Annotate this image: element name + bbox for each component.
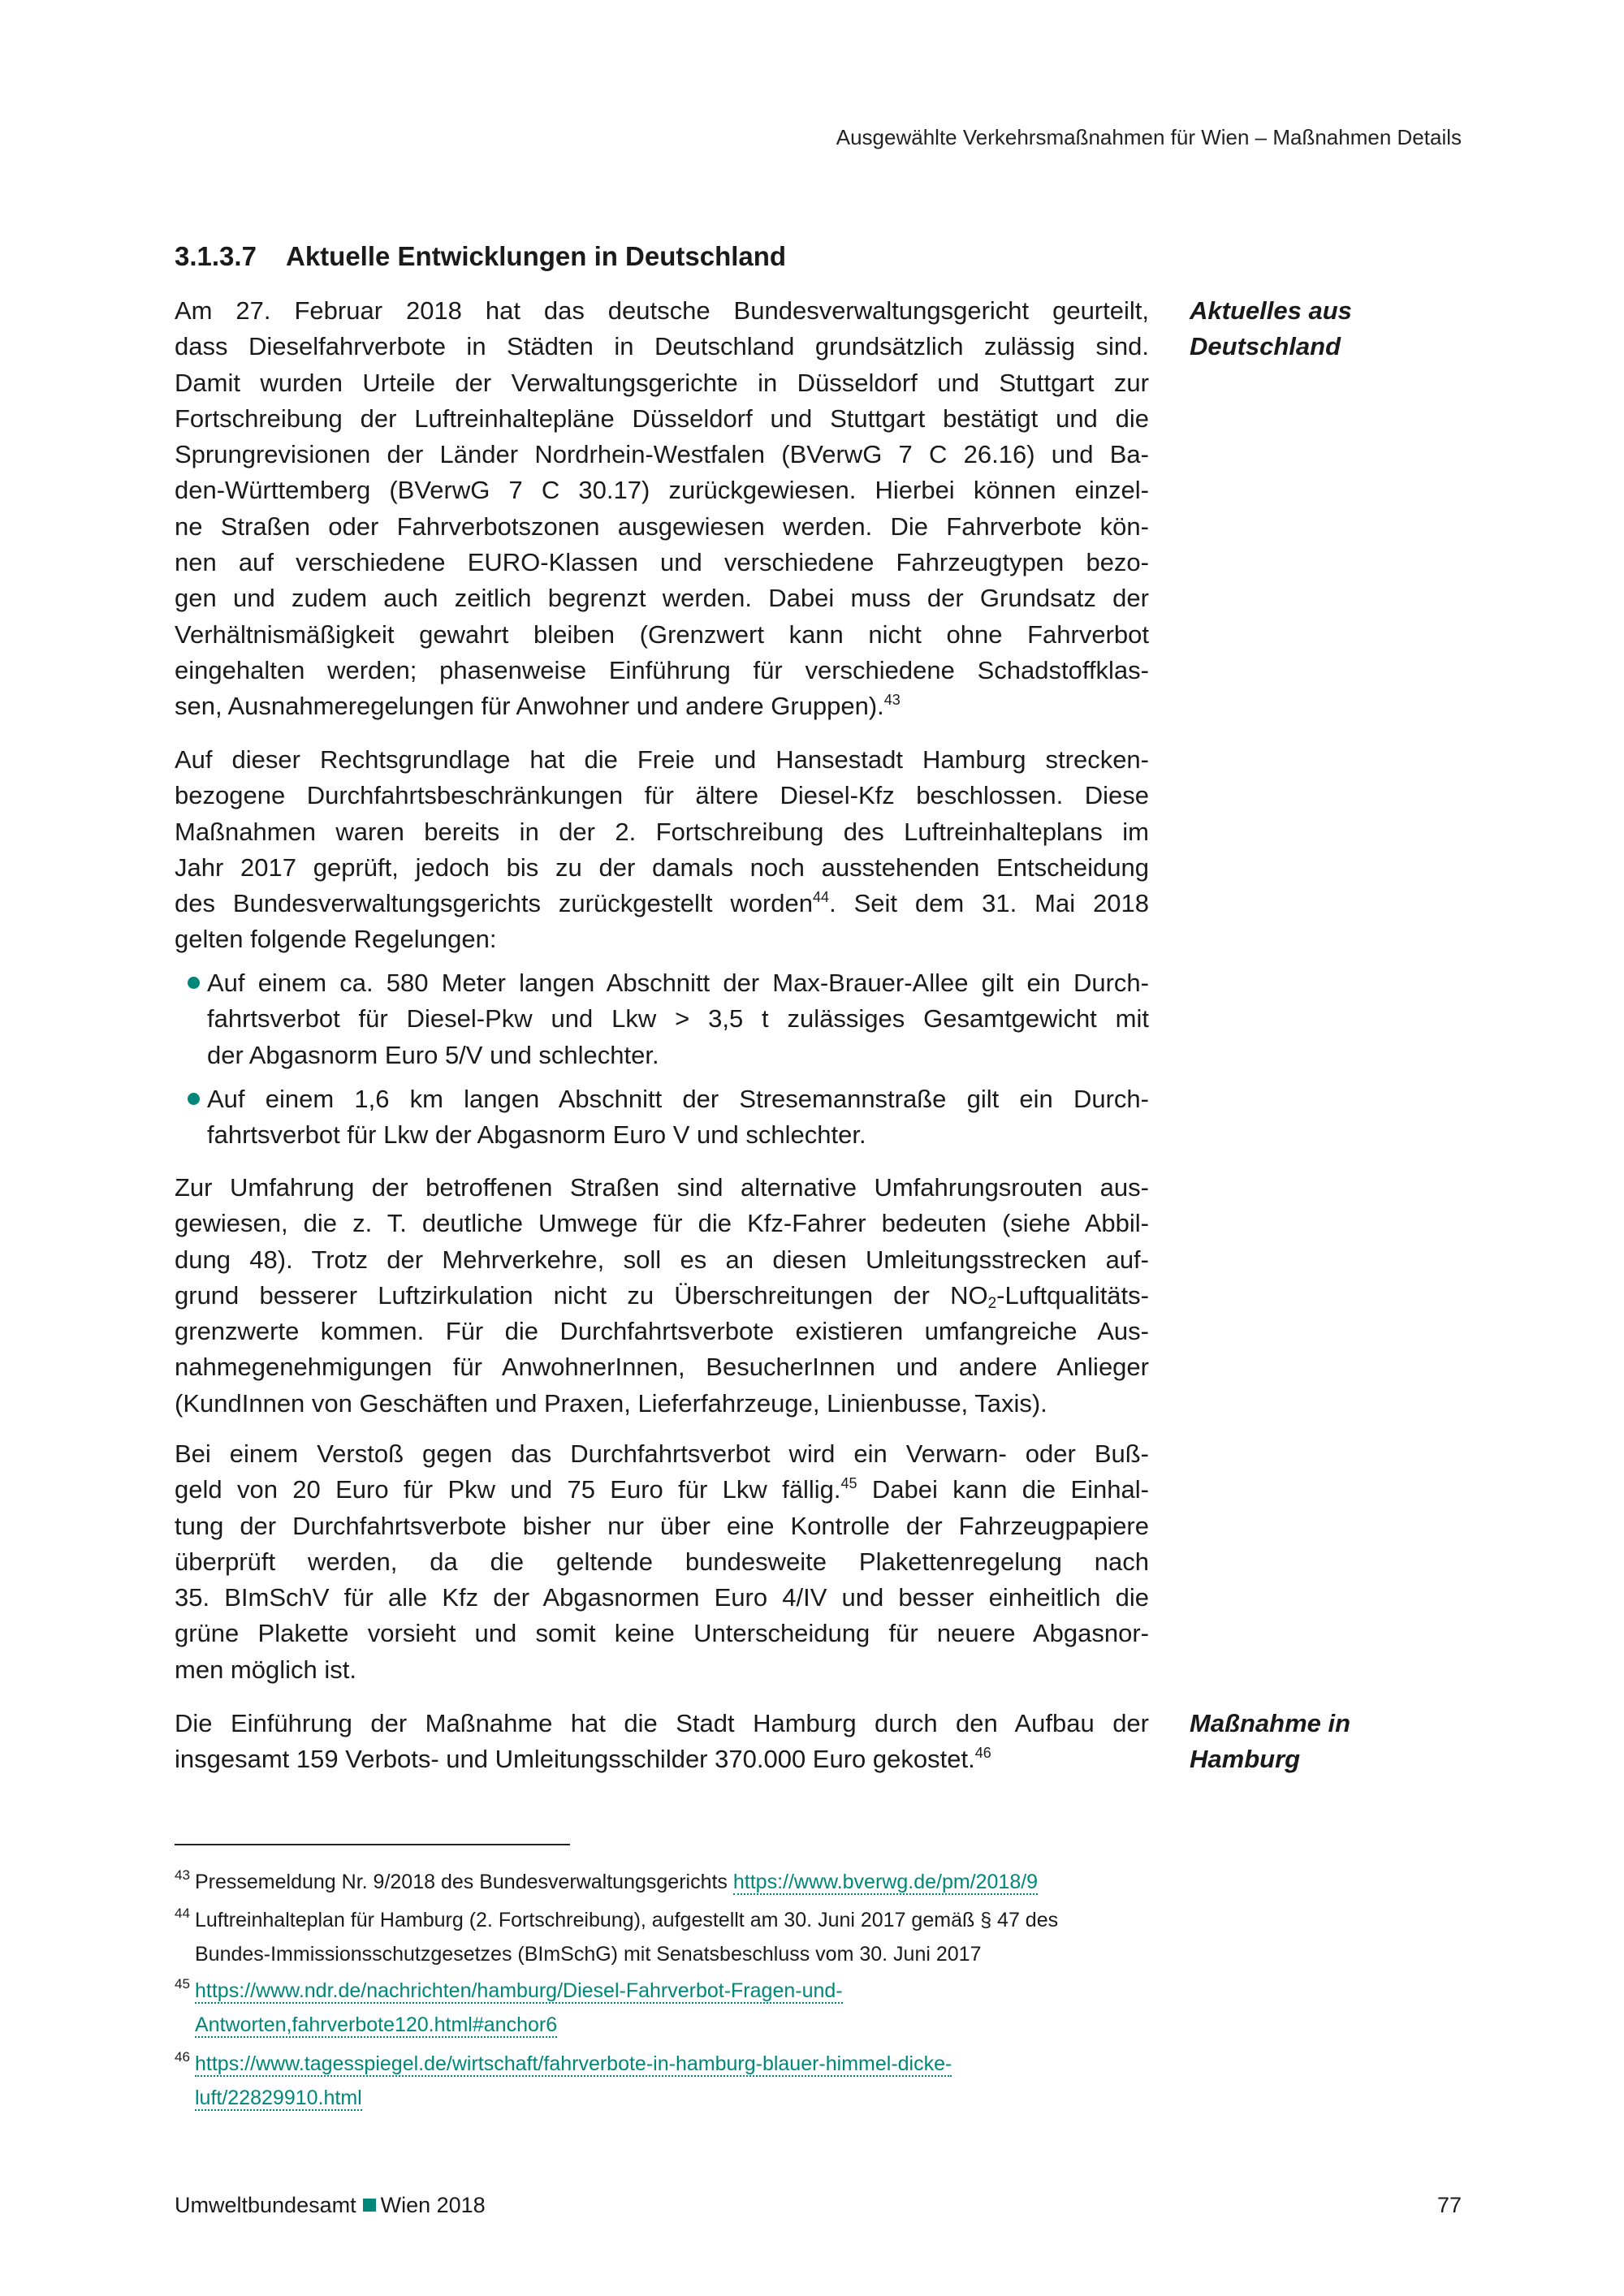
text-line (175, 1616, 1149, 1651)
bullet-dot-icon (188, 977, 200, 989)
running-header: Ausgewählte Verkehrsmaßnahmen für Wien – Maßnahmen Details (836, 125, 1462, 149)
text-segment: fahrtsverbot für Diesel-Pkw und Lkw > 3,5 t zulässiges Gesamtgewicht mit (207, 1004, 1149, 1034)
text-segment: überprüft werden, da die geltende bundesweite Plakettenregelung nach (175, 1547, 1149, 1576)
text-segment: Die Einführung der Maßnahme hat die Stadt Hamburg durch den Aufbau der (175, 1709, 1149, 1737)
paragraph-4 (175, 1436, 1149, 1688)
footer-edition: Wien 2018 (380, 2193, 486, 2217)
margin-note-line: Maßnahme in (1190, 1709, 1351, 1737)
text-line (207, 1001, 1149, 1037)
text-segment: dung 48). Trotz der Mehrverkehre, soll es an diesen Umleitungsstrecken auf- (175, 1245, 1149, 1274)
text-line (175, 473, 1149, 508)
text-line (175, 365, 1149, 401)
bullet-dot-icon (188, 1093, 200, 1105)
bullet-item-stresemannstrasse (188, 1081, 1149, 1154)
text-segment: grüne Plakette vorsieht und somit keine Unterscheidung für neuere Abgasnor- (175, 1619, 1149, 1648)
text-segment: Auf dieser Rechtsgrundlage hat die Freie und Hansestadt Hamburg strecken- (175, 745, 1149, 774)
text-segment: gewiesen, die z. T. deutliche Umwege für die Kfz-Fahrer bedeuten (siehe Abbil- (175, 1209, 1149, 1238)
text-line (175, 1278, 1149, 1314)
text-line (175, 1349, 1149, 1385)
text-segment: Auf einem 1,6 km langen Abschnitt der Stresemannstraße gilt ein Durch- (207, 1085, 1149, 1113)
text-line (175, 1242, 1149, 1278)
text-line (175, 1436, 1149, 1472)
text-segment: insgesamt 159 Verbots- und Umleitungsschilder 370.000 Euro gekostet. (175, 1745, 975, 1774)
footnote-number: 44 (175, 1905, 190, 1921)
text-segment: grund besserer Luftzirkulation nicht zu Überschreitungen der NO (175, 1280, 988, 1310)
text-segment: geld von 20 Euro für Pkw und 75 Euro für Lkw fällig. (175, 1475, 841, 1504)
text-segment: Dabei kann die Einhal- (857, 1475, 1149, 1504)
footnote-text: Pressemeldung Nr. 9/2018 des Bundesverwaltungsgerichts (195, 1871, 733, 1893)
text-line (175, 921, 1149, 957)
footnote-reference: 43 (883, 692, 901, 709)
text-segment: (KundInnen von Geschäften und Praxen, Lieferfahrzeuge, Linienbusse, Taxis). (175, 1388, 1047, 1418)
text-segment: Verhältnismäßigkeit gewahrt bleiben (Grenzwert kann nicht ohne Fahrverbot (175, 619, 1149, 649)
text-line (175, 1652, 1149, 1688)
bullet-text (207, 1081, 1149, 1154)
text-segment: tung der Durchfahrtsverbote bisher nur über eine Kontrolle der Fahrzeugpapiere (175, 1511, 1149, 1540)
footnote-text: Luftreinhalteplan für Hamburg (2. Fortschreibung), aufgestellt am 30. Juni 2017 gemäß § 47 des (195, 1909, 1059, 1931)
footnote-43 (175, 1865, 1149, 1899)
text-segment: nahmegenehmigungen für AnwohnerInnen, BesucherInnen und andere Anlieger (175, 1353, 1149, 1382)
footnote-reference: 44 (813, 889, 830, 906)
text-segment: Bei einem Verstoß gegen das Durchfahrtsverbot wird ein Verwarn- oder Buß- (175, 1439, 1149, 1468)
text-segment: Auf einem ca. 580 Meter langen Abschnitt der Max-Brauer-Allee gilt ein Durch- (207, 969, 1149, 997)
text-segment: 35. BImSchV für alle Kfz der Abgasnormen Euro 4/IV und besser einheitlich die (175, 1583, 1149, 1612)
text-segment: Am 27. Februar 2018 hat das deutsche Bundesverwaltungsgericht geurteilt, (175, 296, 1149, 325)
text-segment: der Abgasnorm Euro 5/V und schlechter. (207, 1040, 659, 1069)
footnote-separator (175, 1844, 570, 1845)
text-segment: Damit wurden Urteile der Verwaltungsgerichte in Düsseldorf und Stuttgart zur (175, 368, 1149, 397)
text-line (175, 814, 1149, 850)
section-heading (175, 239, 786, 274)
footnote-link[interactable]: https://www.bverwg.de/pm/2018/9 (732, 1871, 1039, 1893)
text-segment: fahrtsverbot für Lkw der Abgasnorm Euro V und schlechter. (207, 1120, 866, 1150)
footnote-reference: 46 (974, 1745, 991, 1762)
footnote-44 (175, 1903, 1149, 1971)
page-number: 77 (1436, 2193, 1462, 2217)
text-segment: sen, Ausnahmeregelungen für Anwohner und andere Gruppen). (175, 692, 884, 721)
text-line (175, 1170, 1149, 1206)
text-line (175, 1580, 1149, 1616)
footnote-46 (175, 2047, 1149, 2115)
section-number: 3.1.3.7 (175, 241, 257, 271)
margin-note-aktuelles (1190, 293, 1352, 365)
footer-publisher: Umweltbundesamt (175, 2193, 356, 2217)
footnote-number: 45 (175, 1976, 190, 1992)
paragraph-1 (175, 293, 1149, 725)
footnote-link[interactable]: luft/22829910.html (195, 2087, 362, 2109)
text-line (175, 1472, 1149, 1508)
text-line (175, 850, 1149, 886)
text-segment: grenzwerte kommen. Für die Durchfahrtsverbote existieren umfangreiche Aus- (175, 1317, 1149, 1346)
text-line (175, 437, 1149, 473)
text-line (175, 401, 1149, 437)
footnote-45 (175, 1974, 1149, 2042)
text-line (207, 965, 1149, 1001)
text-segment: Zur Umfahrung der betroffenen Straßen sind alternative Umfahrungsrouten aus- (175, 1173, 1149, 1202)
footnote-number: 43 (175, 1867, 190, 1883)
text-line (175, 1386, 1149, 1422)
text-segment: ne Straßen oder Fahrverbotszonen ausgewiesen werden. Die Fahrverbote kön- (175, 511, 1149, 541)
page-footer (175, 2191, 486, 2219)
text-line (207, 1038, 1149, 1073)
text-segment: gelten folgende Regelungen: (175, 925, 497, 954)
text-line (175, 778, 1149, 814)
text-line (175, 1706, 1149, 1741)
text-line (175, 742, 1149, 778)
text-line (175, 653, 1149, 688)
paragraph-3 (175, 1170, 1149, 1422)
footnote-reference: 45 (840, 1475, 857, 1492)
text-line (175, 329, 1149, 365)
text-line (175, 688, 1149, 724)
text-segment: gen und zudem auch zeitlich begrenzt werden. Dabei muss der Grundsatz der (175, 584, 1149, 613)
text-line (175, 293, 1149, 329)
text-segment: Jahr 2017 geprüft, jedoch bis zu der damals noch ausstehenden Entscheidung (175, 852, 1149, 882)
text-line (175, 617, 1149, 653)
text-line (207, 1117, 1149, 1153)
margin-note-line: Hamburg (1190, 1745, 1301, 1774)
text-line (175, 1314, 1149, 1349)
text-line (175, 1741, 1149, 1777)
margin-note-hamburg (1190, 1706, 1350, 1778)
text-segment: Sprungrevisionen der Länder Nordrhein-Westfalen (BVerwG 7 C 26.16) und Ba- (175, 440, 1149, 469)
text-line (175, 1544, 1149, 1580)
text-segment: men möglich ist. (175, 1655, 356, 1684)
text-segment: . Seit dem 31. Mai 2018 (829, 889, 1149, 918)
text-segment: Maßnahmen waren bereits in der 2. Fortschreibung des Luftreinhalteplans im (175, 817, 1149, 846)
text-line (175, 886, 1149, 921)
text-line (175, 509, 1149, 545)
subscript: 2 (987, 1294, 997, 1312)
bullet-item-max-brauer-allee (188, 965, 1149, 1073)
footnote-link[interactable]: Antworten,fahrverbote120.html#anchor6 (195, 2013, 558, 2036)
section-title: Aktuelle Entwicklungen in Deutschland (286, 241, 787, 271)
text-segment: eingehalten werden; phasenweise Einführung für verschiedene Schadstoffklas- (175, 655, 1149, 684)
text-line (175, 1206, 1149, 1241)
bullet-text (207, 965, 1149, 1073)
text-segment: Fortschreibung der Luftreinhaltepläne Düsseldorf und Stuttgart bestätigt und die (175, 404, 1149, 433)
text-line (175, 545, 1149, 580)
text-segment: den-Württemberg (BVerwG 7 C 30.17) zurückgewiesen. Hierbei können einzel- (175, 476, 1149, 505)
margin-note-line: Deutschland (1190, 332, 1341, 361)
text-segment: des Bundesverwaltungsgerichts zurückgestellt worden (175, 889, 814, 918)
footnote-number: 46 (175, 2049, 190, 2065)
footnote-link[interactable]: https://www.tagesspiegel.de/wirtschaft/fahrverbote-in-hamburg-blauer-himmel-dicke- (195, 2052, 952, 2075)
footnote-link[interactable]: https://www.ndr.de/nachrichten/hamburg/Diesel-Fahrverbot-Fragen-und- (195, 1979, 843, 2002)
text-segment: dass Dieselfahrverbote in Städten in Deutschland grundsätzlich zulässig sind. (175, 332, 1149, 361)
margin-note-line: Aktuelles aus (1190, 296, 1352, 325)
square-icon (363, 2199, 376, 2212)
text-segment: bezogene Durchfahrtsbeschränkungen für ältere Diesel-Kfz beschlossen. Diese (175, 781, 1149, 810)
footnote-text: Bundes-Immissionsschutzgesetzes (BImSchG) mit Senatsbeschluss vom 30. Juni 2017 (195, 1943, 982, 1966)
paragraph-2 (175, 742, 1149, 958)
text-line (207, 1081, 1149, 1117)
paragraph-5 (175, 1706, 1149, 1778)
text-line (175, 580, 1149, 616)
text-line (175, 1508, 1149, 1544)
text-segment: nen auf verschiedene EURO-Klassen und verschiedene Fahrzeugtypen bezo- (175, 548, 1149, 577)
text-segment: -Luftqualitäts- (996, 1280, 1149, 1310)
